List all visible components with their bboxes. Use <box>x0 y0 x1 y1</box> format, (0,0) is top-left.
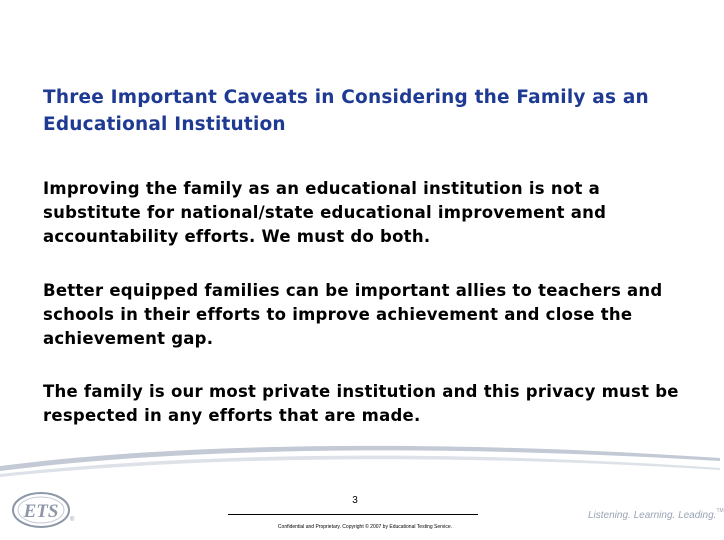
ets-logo-mark: ® <box>70 517 75 523</box>
ets-logo-text: ETS <box>23 501 59 522</box>
caveat-paragraph-1: Improving the family as an educational institution is not a substitute for national/state educational improvement and accountability efforts. We must do both. <box>43 179 607 246</box>
tagline-text: Listening. Learning. Leading. <box>588 510 717 521</box>
page-number: 3 <box>352 495 358 506</box>
confidential-notice: Confidential and Proprietary. Copyright © 2007 by Educational Testing Service. <box>277 524 453 530</box>
slide-title: Three Important Caveats in Considering the Family as an Educational Institution <box>43 87 649 135</box>
tagline-trademark: TM <box>716 508 724 514</box>
ets-logo <box>10 488 76 532</box>
caveat-paragraph-3: The family is our most private institution and this privacy must be respected in any efforts that are made. <box>43 382 679 425</box>
footer-divider <box>228 514 478 515</box>
caveat-paragraph-2: Better equipped families can be important allies to teachers and schools in their efforts to improve achievement and close the achievement gap. <box>43 281 663 348</box>
tagline <box>588 508 724 521</box>
